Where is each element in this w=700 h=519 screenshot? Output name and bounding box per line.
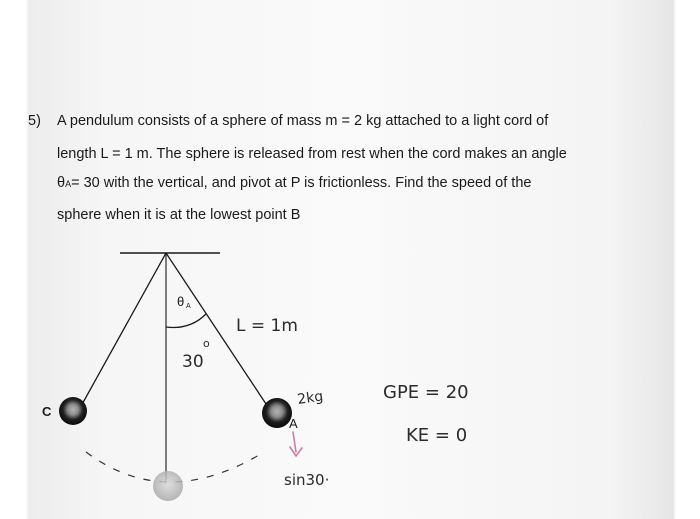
problem-text-line-2: length L = 1 m. The sphere is released from rest when the cord makes an angle: [57, 146, 567, 162]
handwritten-length: L = 1m: [236, 316, 298, 336]
cord-to-c: [80, 253, 166, 408]
theta-subscript: A: [65, 179, 72, 189]
theta-symbol: θ: [57, 175, 66, 191]
problem-number: 5): [28, 113, 41, 129]
sphere-a: [262, 398, 292, 428]
label-c: C: [42, 404, 52, 419]
handwritten-arrow: [290, 432, 302, 456]
handwritten-mass: 2kg: [296, 388, 325, 408]
problem-text-line-3-rest: = 30 with the vertical, and pivot at P is frictionless. Find the speed of the: [71, 175, 532, 191]
handwritten-ke: KE = 0: [406, 425, 468, 446]
sphere-c: [59, 397, 87, 425]
problem-text-line-1: A pendulum consists of a sphere of mass m = 2 kg attached to a light cord of: [57, 113, 549, 129]
handwritten-gpe: GPE = 20: [383, 382, 469, 403]
handwritten-degree-mark: o: [203, 337, 210, 350]
sphere-b-faded: [153, 471, 183, 501]
problem-text-line-4: sphere when it is at the lowest point B: [57, 207, 301, 223]
handwritten-angle-value: 30: [182, 352, 204, 372]
angle-label-theta: θ: [177, 294, 185, 309]
handwritten-sin: sin30·: [284, 471, 330, 489]
angle-arc: [166, 314, 206, 327]
label-a: A: [289, 416, 298, 431]
angle-label-subscript: A: [186, 303, 191, 310]
